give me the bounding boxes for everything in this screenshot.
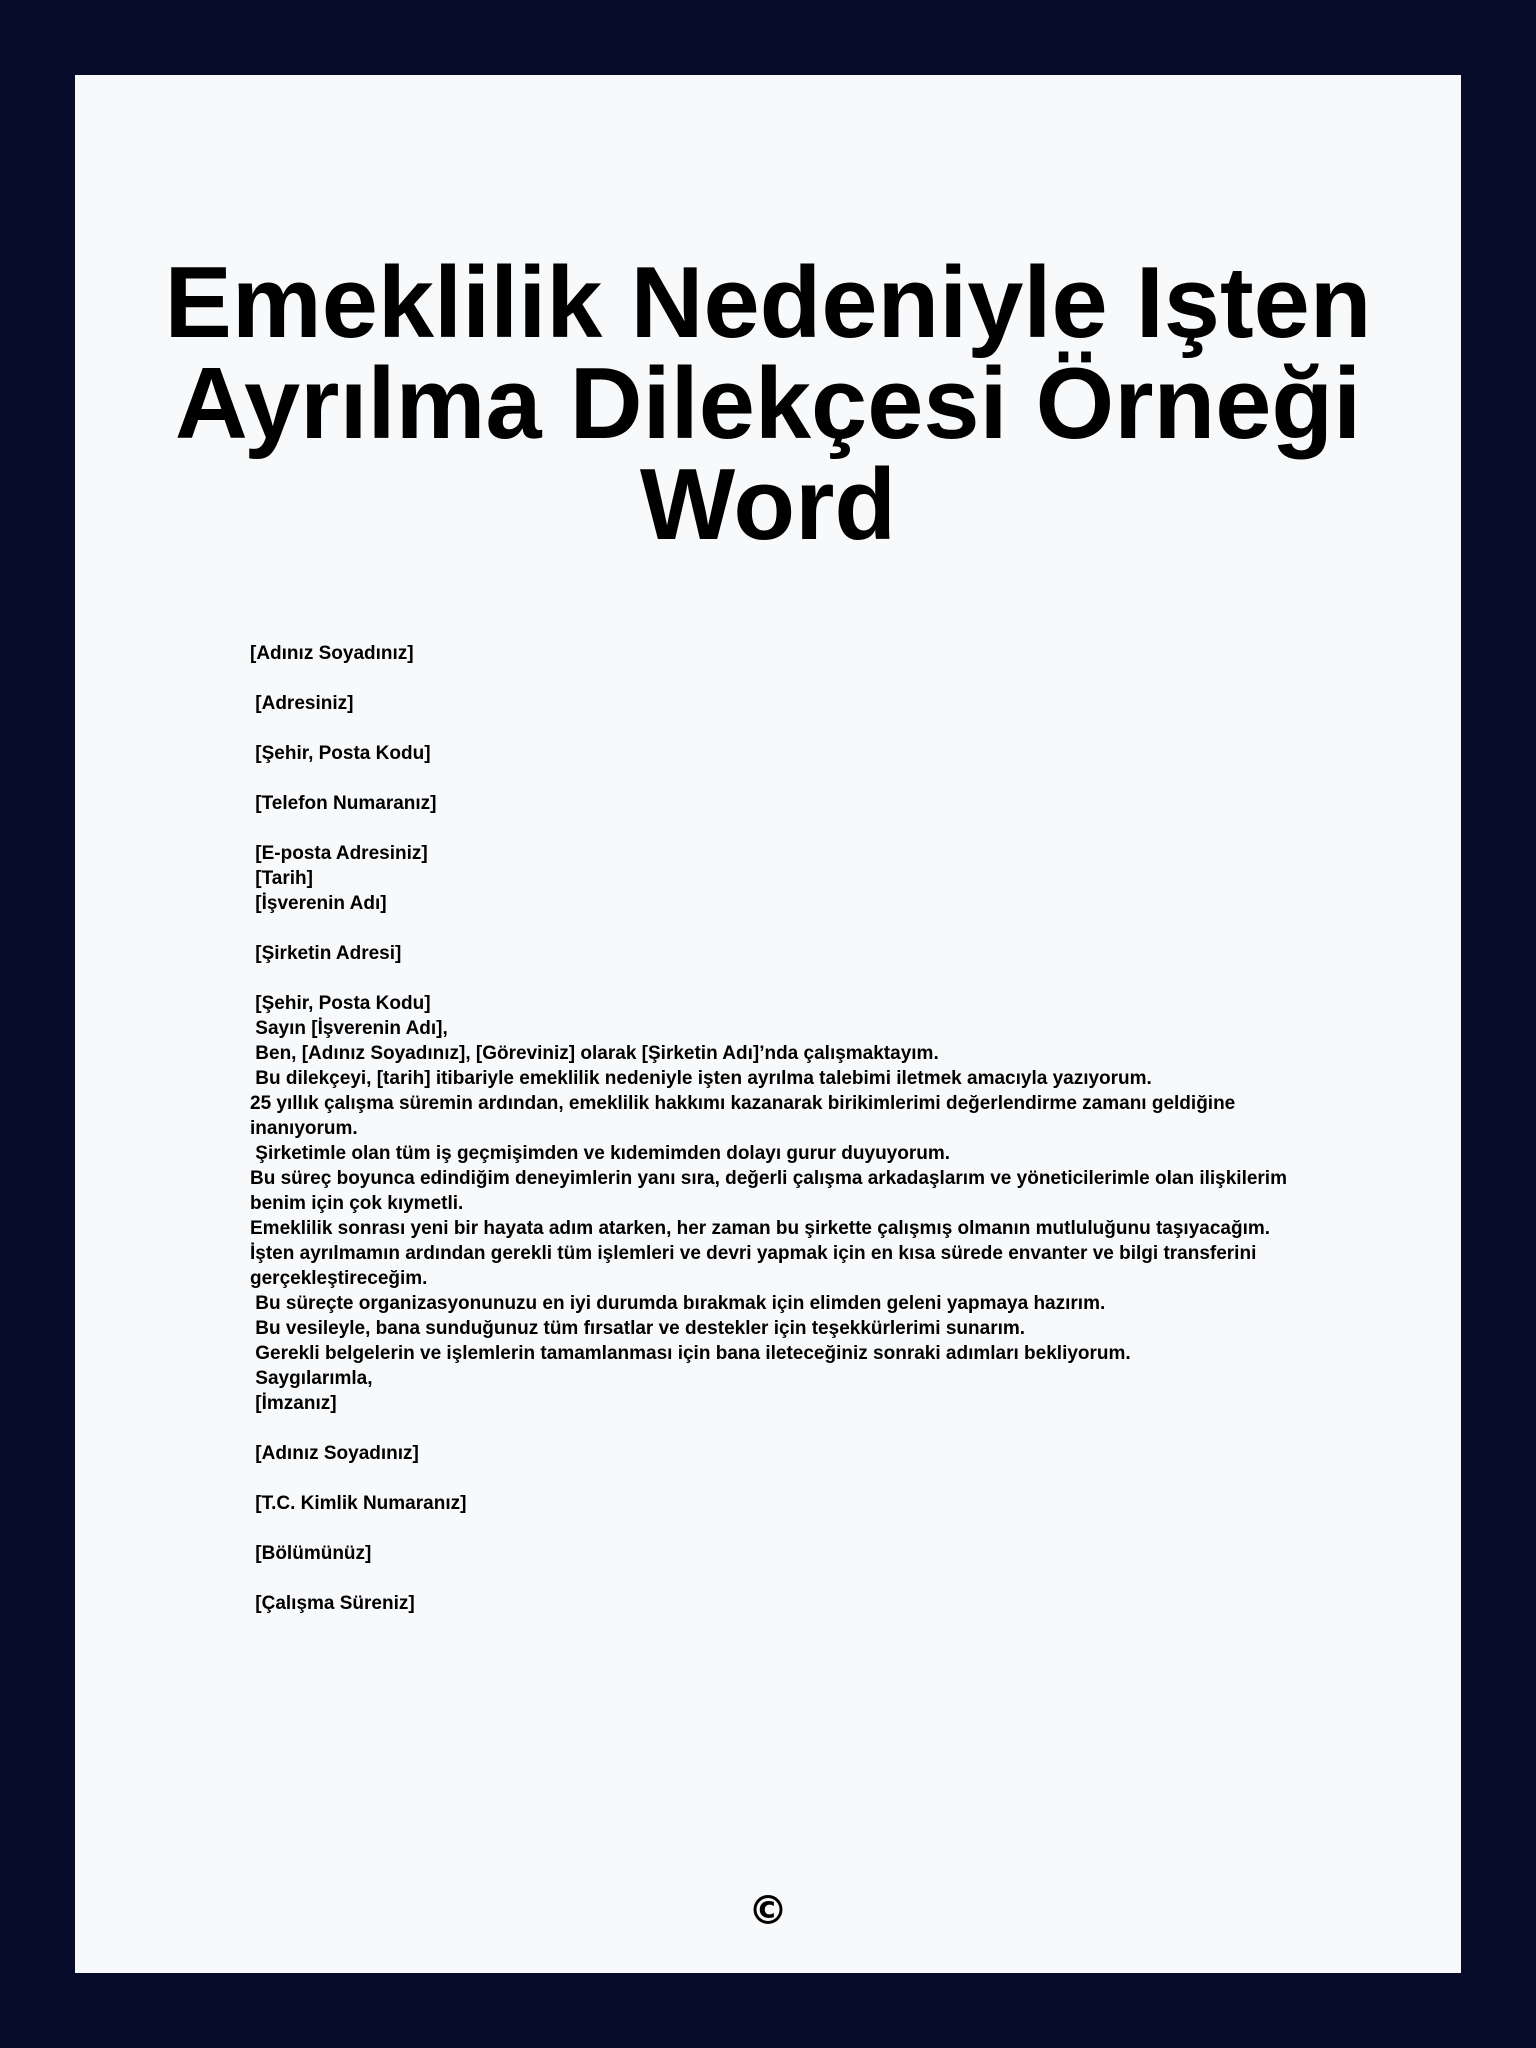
blank-line	[250, 716, 1330, 741]
blank-line	[250, 1566, 1330, 1591]
letter-body	[250, 641, 1330, 1616]
blank-line	[250, 916, 1330, 941]
body-paragraph: 25 yıllık çalışma süremin ardından, emeklilik hakkımı kazanarak birikimlerimi değerlendirme zamanı geldiğine inanıyorum.	[250, 1093, 1241, 1139]
body-paragraph: Ben, [Adınız Soyadınız], [Göreviniz] olarak [Şirketin Adı]’nda çalışmaktayım.	[250, 1043, 939, 1064]
sender-city-postcode: [Şehir, Posta Kodu]	[250, 743, 431, 764]
blank-line	[250, 1516, 1330, 1541]
salutation: Sayın [İşverenin Adı],	[250, 1018, 448, 1039]
body-paragraph: Gerekli belgelerin ve işlemlerin tamamlanması için bana ileteceğiniz sonraki adımları bekliyorum.	[250, 1343, 1131, 1364]
blank-line	[250, 1466, 1330, 1491]
copyright-icon: ©	[748, 1888, 788, 1934]
body-paragraph: Bu süreçte organizasyonunuzu en iyi durumda bırakmak için elimden geleni yapmaya hazırım.	[250, 1293, 1106, 1314]
signer-id-number: [T.C. Kimlik Numaranız]	[250, 1493, 467, 1514]
body-paragraph: Bu süreç boyunca edindiğim deneyimlerin yanı sıra, değerli çalışma arkadaşlarım ve yöneticilerimle olan ilişkilerim benim için çok kıymetli.	[250, 1168, 1293, 1214]
body-paragraph: Şirketimle olan tüm iş geçmişimden ve kıdemimden dolayı gurur duyuyorum.	[250, 1143, 951, 1164]
signer-name: [Adınız Soyadınız]	[250, 1443, 419, 1464]
blank-line	[250, 1416, 1330, 1441]
signer-department: [Bölümünüz]	[250, 1543, 372, 1564]
body-paragraph: Emeklilik sonrası yeni bir hayata adım atarken, her zaman bu şirkette çalışmış olmanın mutluluğunu taşıyacağım.	[250, 1218, 1271, 1239]
document-title	[75, 247, 1461, 561]
blank-line	[250, 766, 1330, 791]
company-address: [Şirketin Adresi]	[250, 943, 402, 964]
sender-phone: [Telefon Numaranız]	[250, 793, 437, 814]
blank-line	[250, 666, 1330, 691]
blank-line	[250, 966, 1330, 991]
closing: Saygılarımla,	[250, 1368, 373, 1389]
title-line: Word	[639, 449, 897, 561]
company-city-postcode: [Şehir, Posta Kodu]	[250, 993, 431, 1014]
sender-email: [E-posta Adresiniz]	[250, 843, 428, 864]
body-paragraph: İşten ayrılmamın ardından gerekli tüm işlemleri ve devri yapmak için en kısa sürede envanter ve bilgi transferini gerçekleştireceğim.	[250, 1243, 1262, 1289]
sender-address: [Adresiniz]	[250, 693, 354, 714]
body-paragraph: Bu vesileyle, bana sunduğunuz tüm fırsatlar ve destekler için teşekkürlerimi sunarım.	[250, 1318, 1026, 1339]
employer-name: [İşverenin Adı]	[250, 893, 387, 914]
blank-line	[250, 816, 1330, 841]
signer-service-period: [Çalışma Süreniz]	[250, 1593, 415, 1614]
document-page	[75, 75, 1461, 1973]
letter-date: [Tarih]	[250, 868, 313, 889]
sender-name: [Adınız Soyadınız]	[250, 643, 414, 664]
body-paragraph: Bu dilekçeyi, [tarih] itibariyle emeklilik nedeniyle işten ayrılma talebimi iletmek amacıyla yazıyorum.	[250, 1068, 1152, 1089]
signature-placeholder: [İmzanız]	[250, 1393, 337, 1414]
title-line: Ayrılma Dilekçesi Örneği	[174, 348, 1362, 460]
title-line: Emeklilik Nedeniyle Işten	[164, 247, 1372, 359]
